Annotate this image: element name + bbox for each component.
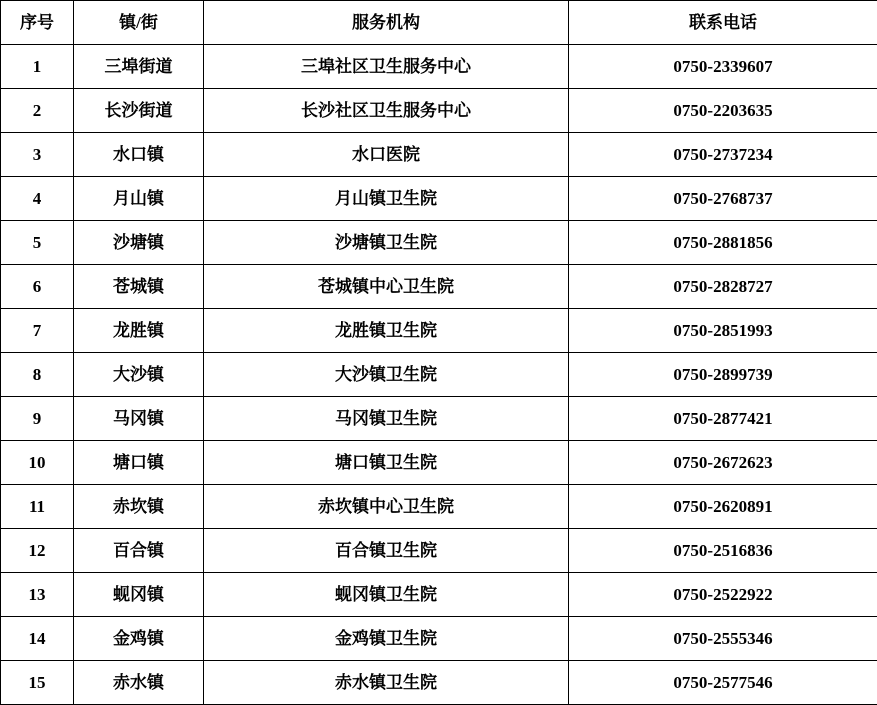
organization-cell: 沙塘镇卫生院 [204, 221, 569, 265]
column-header-organization: 服务机构 [204, 1, 569, 45]
town-cell: 沙塘镇 [74, 221, 204, 265]
organization-cell: 百合镇卫生院 [204, 529, 569, 573]
phone-cell: 0750-2555346 [569, 617, 877, 661]
table-body [1, 45, 877, 705]
organization-cell: 长沙社区卫生服务中心 [204, 89, 569, 133]
table-row [1, 617, 877, 661]
serial-number-cell: 7 [1, 309, 74, 353]
table-row [1, 309, 877, 353]
organization-cell: 水口医院 [204, 133, 569, 177]
header-row [1, 1, 877, 45]
serial-number-cell: 4 [1, 177, 74, 221]
organization-cell: 龙胜镇卫生院 [204, 309, 569, 353]
phone-cell: 0750-2899739 [569, 353, 877, 397]
town-cell: 百合镇 [74, 529, 204, 573]
organization-cell: 金鸡镇卫生院 [204, 617, 569, 661]
table-row [1, 353, 877, 397]
serial-number-cell: 5 [1, 221, 74, 265]
town-cell: 蚬冈镇 [74, 573, 204, 617]
phone-cell: 0750-2881856 [569, 221, 877, 265]
organization-cell: 赤坎镇中心卫生院 [204, 485, 569, 529]
phone-cell: 0750-2516836 [569, 529, 877, 573]
organization-cell: 马冈镇卫生院 [204, 397, 569, 441]
table-row [1, 265, 877, 309]
table-row [1, 661, 877, 705]
town-cell: 塘口镇 [74, 441, 204, 485]
phone-cell: 0750-2522922 [569, 573, 877, 617]
town-cell: 水口镇 [74, 133, 204, 177]
column-header-town: 镇/街 [74, 1, 204, 45]
table-row [1, 45, 877, 89]
table-row [1, 133, 877, 177]
serial-number-cell: 14 [1, 617, 74, 661]
table-row [1, 89, 877, 133]
column-header-serial: 序号 [1, 1, 74, 45]
phone-cell: 0750-2577546 [569, 661, 877, 705]
serial-number-cell: 10 [1, 441, 74, 485]
town-cell: 苍城镇 [74, 265, 204, 309]
town-cell: 月山镇 [74, 177, 204, 221]
town-cell: 三埠街道 [74, 45, 204, 89]
serial-number-cell: 8 [1, 353, 74, 397]
organization-cell: 赤水镇卫生院 [204, 661, 569, 705]
serial-number-cell: 3 [1, 133, 74, 177]
phone-cell: 0750-2828727 [569, 265, 877, 309]
organization-cell: 塘口镇卫生院 [204, 441, 569, 485]
table-row [1, 177, 877, 221]
phone-cell: 0750-2620891 [569, 485, 877, 529]
organization-cell: 月山镇卫生院 [204, 177, 569, 221]
serial-number-cell: 12 [1, 529, 74, 573]
serial-number-cell: 6 [1, 265, 74, 309]
phone-cell: 0750-2672623 [569, 441, 877, 485]
table-row [1, 573, 877, 617]
serial-number-cell: 2 [1, 89, 74, 133]
town-cell: 赤坎镇 [74, 485, 204, 529]
town-cell: 马冈镇 [74, 397, 204, 441]
phone-cell: 0750-2877421 [569, 397, 877, 441]
serial-number-cell: 1 [1, 45, 74, 89]
town-cell: 长沙街道 [74, 89, 204, 133]
phone-cell: 0750-2768737 [569, 177, 877, 221]
table-row [1, 529, 877, 573]
table-row [1, 485, 877, 529]
organization-cell: 苍城镇中心卫生院 [204, 265, 569, 309]
town-cell: 大沙镇 [74, 353, 204, 397]
table-header [1, 1, 877, 45]
organization-cell: 大沙镇卫生院 [204, 353, 569, 397]
phone-cell: 0750-2851993 [569, 309, 877, 353]
phone-cell: 0750-2203635 [569, 89, 877, 133]
phone-cell: 0750-2737234 [569, 133, 877, 177]
phone-cell: 0750-2339607 [569, 45, 877, 89]
table-row [1, 221, 877, 265]
town-cell: 龙胜镇 [74, 309, 204, 353]
town-cell: 赤水镇 [74, 661, 204, 705]
serial-number-cell: 13 [1, 573, 74, 617]
column-header-phone: 联系电话 [569, 1, 877, 45]
table-row [1, 397, 877, 441]
serial-number-cell: 15 [1, 661, 74, 705]
table-row [1, 441, 877, 485]
town-cell: 金鸡镇 [74, 617, 204, 661]
organization-cell: 蚬冈镇卫生院 [204, 573, 569, 617]
organization-cell: 三埠社区卫生服务中心 [204, 45, 569, 89]
serial-number-cell: 11 [1, 485, 74, 529]
serial-number-cell: 9 [1, 397, 74, 441]
